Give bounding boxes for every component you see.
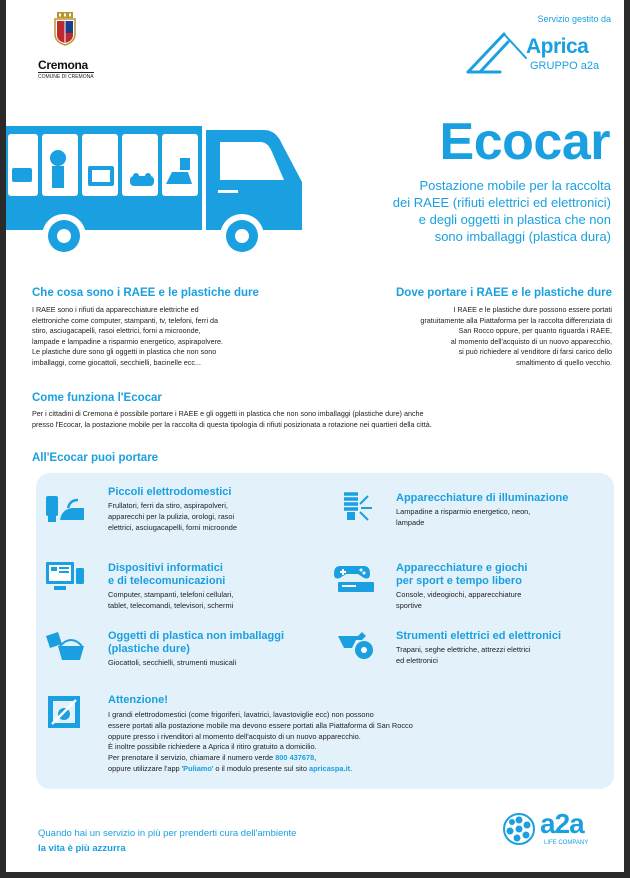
ecocar-truck-illustration	[6, 118, 306, 266]
section-heading: Che cosa sono i RAEE e le plastiche dure	[32, 287, 259, 299]
item-desc	[108, 501, 328, 533]
lighting-icon	[334, 490, 376, 524]
body-line: gratuitamente alla Piattaforma per la raccolta differenziata di	[420, 315, 612, 325]
body-line: lampade e lampadine a risparmio energetico, aspirapolvere.	[32, 336, 223, 346]
body-line: si può richiedere al venditore di farsi carico dello	[458, 347, 612, 357]
attention-block	[108, 694, 588, 775]
section-how	[32, 392, 616, 430]
desc-line: Frullatori, ferri da stiro, aspirapolveri,	[108, 501, 228, 510]
item-power-tools	[396, 630, 614, 667]
body-line: stiro, asciugacapelli, rasoi elettrici, forni a microonde,	[32, 326, 201, 336]
footer-line: la vita è più azzurra	[38, 843, 126, 854]
desc-line: elettrici, asciugacapelli, forni microonde	[108, 522, 237, 532]
item-title: Apparecchiature di illuminazione	[396, 492, 569, 504]
body-line: Le plastiche dure sono gli oggetti in plastica che non sono	[32, 347, 217, 357]
item-desc	[396, 645, 614, 667]
item-title: Piccoli elettrodomestici	[108, 486, 232, 498]
attention-heading: Attenzione!	[108, 694, 168, 706]
no-large-appliances-icon	[46, 694, 82, 730]
item-computer-devices	[108, 562, 328, 612]
item-desc	[396, 590, 612, 612]
cremona-crest-icon	[52, 12, 78, 46]
section-body	[32, 305, 312, 369]
aprica-logo-icon	[464, 28, 528, 76]
attention-body	[108, 710, 588, 775]
attention-line: I grandi elettrodomestici (come frigoriferi, lavatrici, lavastoviglie ecc) non possono	[108, 710, 374, 719]
section-where	[336, 287, 612, 369]
item-desc	[108, 590, 328, 612]
power-tools-icon	[334, 626, 376, 660]
a2a-brand: a2a	[540, 808, 584, 839]
body-line: San Rocco oppure, per quanto riguarda i RAEE,	[458, 326, 612, 336]
app-name: Puliamo	[183, 763, 212, 773]
attention-line	[108, 753, 588, 764]
city-name: Cremona	[38, 58, 88, 72]
subtitle-line: sono imballaggi (plastica dura)	[434, 229, 611, 244]
body-line: I RAEE sono i rifiuti da apparecchiature elettriche ed	[32, 305, 199, 314]
desc-line: Lampadine a risparmio energetico, neon,	[396, 507, 531, 516]
small-appliances-icon	[44, 490, 86, 524]
body-line: I RAEE e le plastiche dure possono essere portati	[453, 305, 612, 314]
body-line: elettroniche come computer, stampanti, tv, telefoni, ferri da	[32, 315, 219, 325]
aprica-brand: Aprica	[526, 35, 589, 58]
body-line: presso l'Ecocar, la postazione mobile per la raccolta di questa tipologia di rifiuti posizionata a rotazione nei quartieri della città.	[32, 419, 432, 429]
attention-line: È inoltre possibile richiedere a Aprica il ritiro gratuito a domicilio.	[108, 742, 317, 752]
body-line: smaltimento di quello vecchio.	[516, 357, 612, 367]
desc-line: lampade	[396, 517, 425, 527]
bring-heading: All'Ecocar puoi portare	[32, 452, 159, 464]
city-subtitle: COMUNE DI CREMONA	[38, 74, 94, 80]
website-link[interactable]: apricaspa.it	[309, 763, 351, 773]
subtitle-line: dei RAEE (rifiuti elettrici ed elettronici)	[392, 195, 611, 210]
item-title: Strumenti elettrici ed elettronici	[396, 630, 562, 642]
footer-line: Quando hai un servizio in più per prenderti cura dell'ambiente	[38, 828, 297, 839]
plastic-objects-icon	[44, 628, 86, 662]
page-title: Ecocar	[439, 113, 610, 171]
item-lighting	[396, 492, 612, 529]
toll-free-number[interactable]: 800 437678	[275, 753, 315, 763]
body-line: al momento dell'acquisto di un nuovo apparecchio,	[450, 336, 612, 346]
item-desc	[396, 507, 612, 529]
title-line: Apparecchiature e giochi	[396, 562, 528, 574]
attention-line	[108, 764, 588, 775]
desc-line: Computer, stampanti, telefoni cellulari,	[108, 590, 234, 599]
body-line: imballaggi, come giocattoli, secchielli, bacinelle ecc...	[32, 357, 201, 367]
subtitle-line: Postazione mobile per la raccolta	[419, 178, 611, 193]
attention-line: oppure presso i rivenditori al momento dell'acquisto di un nuovo apparecchio.	[108, 731, 361, 741]
section-heading: Dove portare i RAEE e le plastiche dure	[395, 287, 612, 299]
desc-line: Giocattoli, secchielli, strumenti musicali	[108, 658, 237, 667]
desc-line: Console, videogiochi, apparecchiature	[396, 590, 522, 599]
item-title	[396, 562, 612, 588]
computer-devices-icon	[44, 560, 86, 594]
item-desc	[108, 658, 338, 669]
phone-suffix: ,	[314, 753, 317, 763]
phone-prefix: Per prenotare il servizio, chiamare il numero verde	[108, 753, 276, 763]
section-what	[32, 287, 312, 369]
item-sport-games	[396, 562, 612, 612]
desc-line: apparecchi per la pulizia, orologi, rasoi	[108, 511, 235, 521]
title-line: e di telecomunicazioni	[108, 575, 226, 587]
a2a-logo-icon	[502, 812, 536, 846]
title-line: per sport e tempo libero	[396, 575, 522, 587]
page-subtitle	[306, 177, 611, 245]
desc-line: Trapani, seghe elettriche, attrezzi elettrici	[396, 645, 531, 654]
section-body	[336, 305, 612, 369]
item-title	[108, 630, 338, 656]
title-line: Dispositivi informatici	[108, 562, 223, 574]
app-mid: ' o il modulo presente sul sito	[211, 763, 310, 773]
desc-line: tablet, telecomandi, televisori, schermi	[108, 600, 234, 610]
desc-line: ed elettronici	[396, 655, 438, 665]
section-heading: Come funziona l'Ecocar	[32, 392, 162, 404]
site-suffix: .	[350, 763, 353, 773]
app-prefix: oppure utilizzare l'app '	[108, 763, 184, 773]
item-plastic-objects	[108, 630, 338, 669]
item-small-appliances	[108, 486, 328, 533]
a2a-tagline: LIFE COMPANY	[544, 840, 589, 846]
subtitle-line: e degli oggetti in plastica che non	[418, 212, 611, 227]
service-label: Servizio gestito da	[537, 14, 611, 24]
desc-line: sportive	[396, 600, 422, 610]
flyer-page	[6, 0, 624, 872]
item-title	[108, 562, 328, 588]
footer-tagline	[38, 826, 296, 856]
aprica-group: GRUPPO a2a	[530, 60, 600, 72]
attention-line: essere portati alla postazione mobile ma devono essere portati alla Piattaforma di San Rocco	[108, 720, 413, 730]
body-line: Per i cittadini di Cremona è possibile portare i RAEE e gli oggetti in plastica che non sono imballaggi (plastiche dure) anche	[32, 409, 424, 418]
section-body	[32, 409, 616, 430]
game-controller-icon	[334, 560, 376, 594]
title-line: Oggetti di plastica non imballaggi	[108, 630, 285, 642]
title-line: (plastiche dure)	[108, 643, 190, 655]
